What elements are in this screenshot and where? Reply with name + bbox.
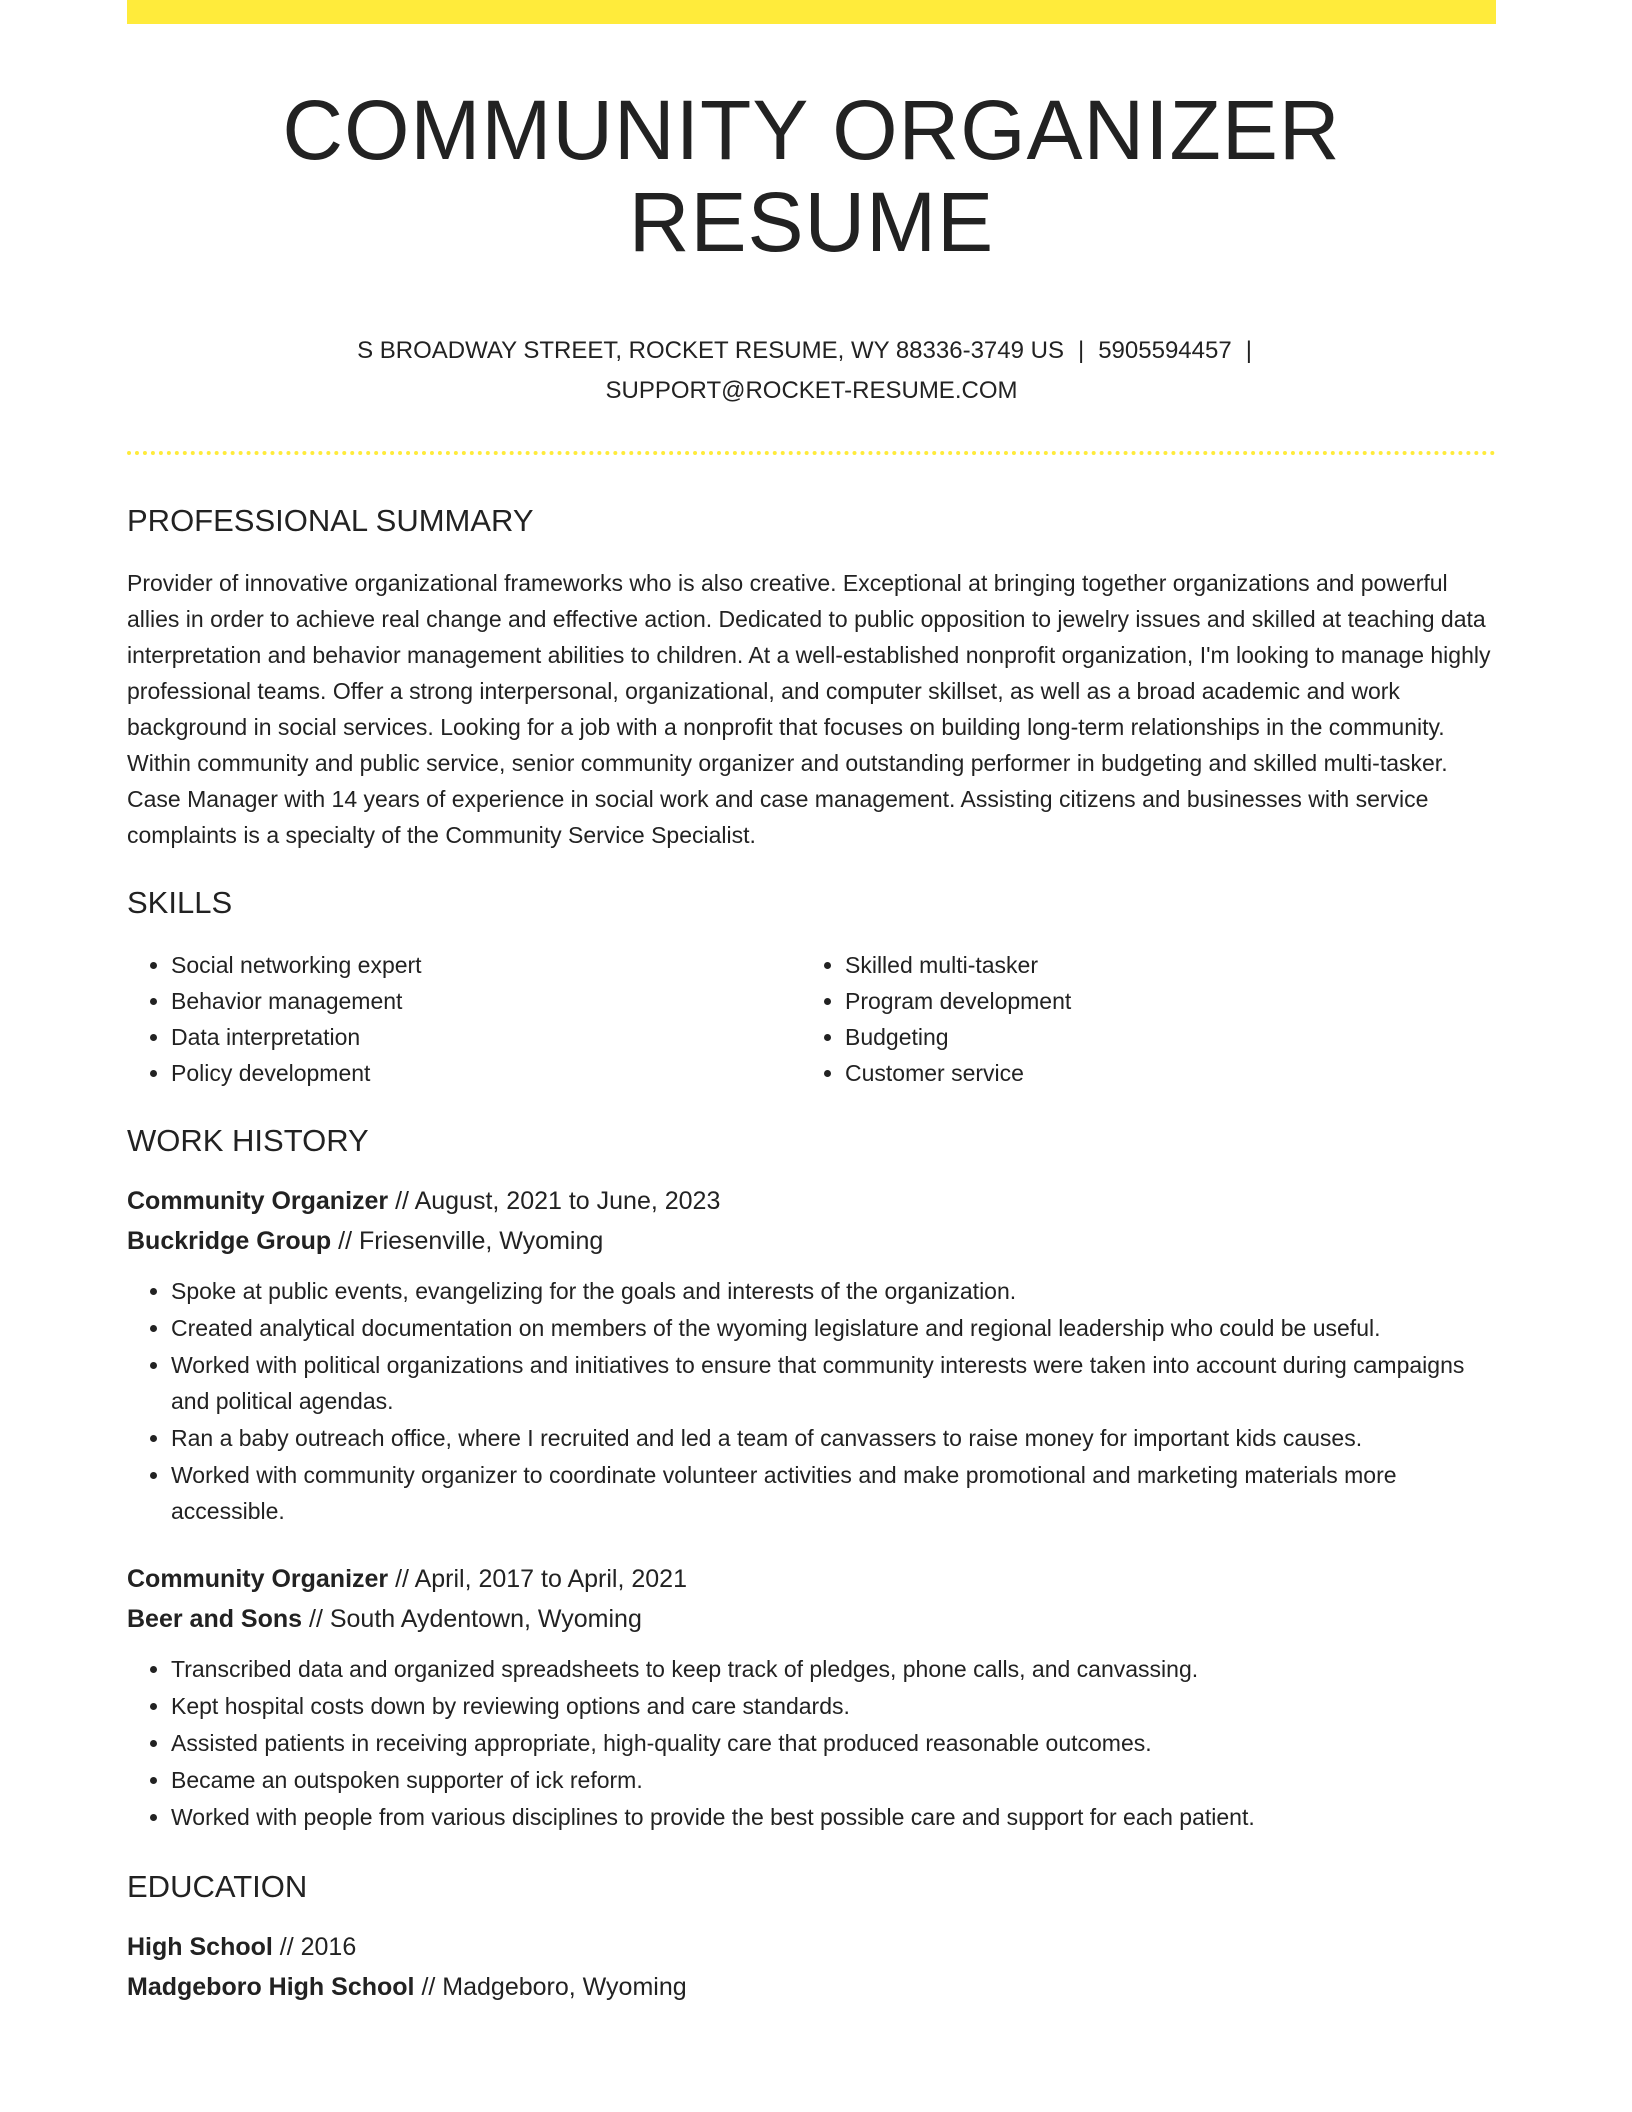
skill-item: • Budgeting xyxy=(845,1019,1475,1055)
education-location: // Madgeboro, Wyoming xyxy=(421,1972,687,2001)
skill-item: • Customer service xyxy=(845,1055,1475,1091)
contact-info xyxy=(127,331,1496,411)
job-entry xyxy=(127,1559,1496,1835)
job-company-line xyxy=(127,1221,1496,1261)
skill-item: • Behavior management xyxy=(171,983,801,1019)
job-company: Beer and Sons xyxy=(127,1604,303,1633)
job-bullet: • Worked with people from various disciplines to provide the best possible care and support for each patient. xyxy=(171,1799,1496,1835)
contact-line-1 xyxy=(127,331,1496,371)
work-history-heading: WORK HISTORY xyxy=(127,1122,369,1158)
summary-text: Provider of innovative organizational frameworks who is also creative. Exceptional at bringing together organizations and powerful allies in order to achieve real change and effective action. Dedicated to public opposition to jewelry issues and skilled at teaching data interpretation and behavior management abilities to children. At a well-established nonprofit organization, I'm looking to manage highly professional teams. Offer a strong interpersonal, organizational, and computer skillset, as well as a broad academic and work background in social services. Looking for a job with a nonprofit that focuses on building long-term relationships in the community. Within community and public service, senior community organizer and outstanding performer in budgeting and skilled multi-tasker. Case Manager with 14 years of experience in social work and case management. Assisting citizens and businesses with service complaints is a specialty of the Community Service Specialist. xyxy=(127,569,1491,848)
contact-separator: | xyxy=(1245,336,1252,364)
job-bullet: • Kept hospital costs down by reviewing options and care standards. xyxy=(171,1688,1496,1724)
skill-item: • Data interpretation xyxy=(171,1019,801,1055)
education-heading: EDUCATION xyxy=(127,1868,308,1904)
contact-email: SUPPORT@ROCKET-RESUME.COM xyxy=(605,376,1018,404)
education-degree: High School xyxy=(127,1932,273,1961)
job-title-line xyxy=(127,1559,1496,1599)
contact-phone: 5905594457 xyxy=(1098,336,1232,364)
job-title-line xyxy=(127,1181,1496,1221)
skill-item: • Program development xyxy=(845,983,1475,1019)
skills-column-left xyxy=(127,947,801,1091)
skills-list xyxy=(127,947,1496,1091)
job-title: Community Organizer xyxy=(127,1186,389,1215)
skill-item: • Policy development xyxy=(171,1055,801,1091)
job-location: // South Aydentown, Wyoming xyxy=(309,1604,642,1633)
contact-line-2 xyxy=(127,371,1496,411)
job-title: Community Organizer xyxy=(127,1564,389,1593)
skill-item: • Social networking expert xyxy=(171,947,801,983)
job-bullets xyxy=(127,1651,1496,1835)
job-bullet: • Created analytical documentation on members of the wyoming legislature and regional leadership who could be useful. xyxy=(171,1310,1496,1346)
education-school: Madgeboro High School xyxy=(127,1972,415,2001)
job-location: // Friesenville, Wyoming xyxy=(338,1226,604,1255)
job-bullet: • Became an outspoken supporter of ick reform. xyxy=(171,1762,1496,1798)
dotted-divider xyxy=(127,451,1496,455)
resume-page xyxy=(127,0,1496,2007)
job-bullet: • Worked with community organizer to coordinate volunteer activities and make promotional and marketing materials more accessible. xyxy=(171,1457,1496,1529)
skill-item: • Skilled multi-tasker xyxy=(845,947,1475,983)
job-bullets xyxy=(127,1273,1496,1529)
job-bullet: • Transcribed data and organized spreadsheets to keep track of pledges, phone calls, and canvassing. xyxy=(171,1651,1496,1687)
accent-bar xyxy=(127,0,1496,24)
education-entry xyxy=(127,1927,1496,2007)
contact-separator: | xyxy=(1077,336,1085,364)
education-degree-line xyxy=(127,1927,1496,1967)
job-bullet: • Assisted patients in receiving appropriate, high-quality care that produced reasonable outcomes. xyxy=(171,1725,1496,1761)
education-school-line xyxy=(127,1967,1496,2007)
skills-column-right xyxy=(801,947,1475,1091)
job-company: Buckridge Group xyxy=(127,1226,332,1255)
job-entry xyxy=(127,1181,1496,1529)
summary-heading: PROFESSIONAL SUMMARY xyxy=(127,502,534,538)
job-bullet: • Ran a baby outreach office, where I recruited and led a team of canvassers to raise money for important kids causes. xyxy=(171,1420,1496,1456)
job-dates: // August, 2021 to June, 2023 xyxy=(395,1186,721,1215)
job-dates: // April, 2017 to April, 2021 xyxy=(395,1564,687,1593)
job-company-line xyxy=(127,1599,1496,1639)
education-year: // 2016 xyxy=(279,1932,357,1961)
skills-heading: SKILLS xyxy=(127,884,233,920)
resume-title: COMMUNITY ORGANIZER RESUME xyxy=(282,83,1341,270)
job-bullet: • Spoke at public events, evangelizing for the goals and interests of the organization. xyxy=(171,1273,1496,1309)
job-bullet: • Worked with political organizations and initiatives to ensure that community interests were taken into account during campaigns and political agendas. xyxy=(171,1347,1496,1419)
contact-address: S BROADWAY STREET, ROCKET RESUME, WY 88336-3749 US xyxy=(357,336,1064,364)
